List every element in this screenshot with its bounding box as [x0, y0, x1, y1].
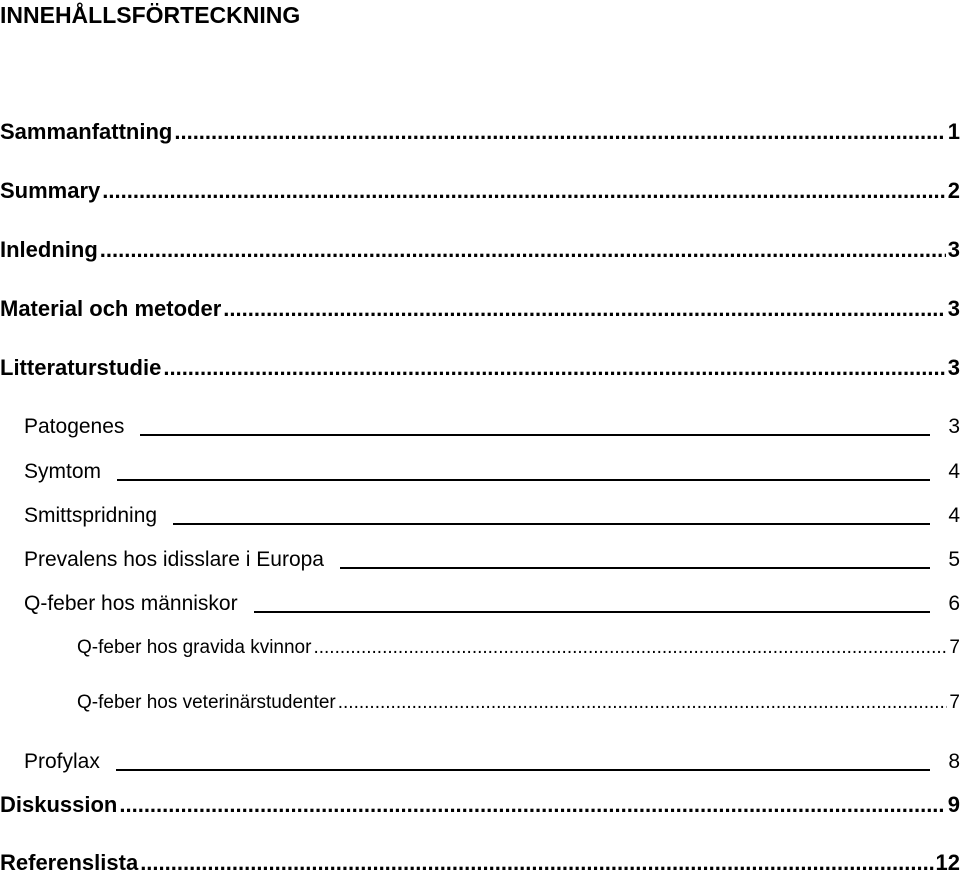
toc-entry-label: Q-feber hos gravida kvinnor: [77, 637, 312, 658]
toc-page-number: 12: [935, 850, 960, 875]
toc-entry-smittspridning[interactable]: [24, 503, 960, 529]
toc-leader-line: [173, 523, 930, 525]
toc-entry-profylax[interactable]: [24, 749, 960, 775]
toc-entry-label: Patogenes: [24, 415, 125, 438]
toc-page-number: 3: [947, 237, 960, 262]
toc-page-number: 6: [948, 592, 960, 615]
toc-page-number: 4: [948, 460, 960, 483]
toc-entry-label: Q-feber hos människor: [24, 592, 238, 615]
toc-entry-patogenes[interactable]: [24, 414, 960, 440]
toc-page-number: 7: [949, 692, 960, 713]
toc-page-number: 1: [947, 119, 960, 144]
toc-title: INNEHÅLLSFÖRTECKNING: [0, 2, 301, 28]
toc-leader: [338, 691, 948, 715]
toc-leader: [119, 792, 945, 818]
toc-entry-label: Prevalens hos idisslare i Europa: [24, 548, 324, 571]
toc-entry-q-feber-hos-manniskor[interactable]: [24, 591, 960, 617]
toc-leader: [174, 119, 945, 145]
toc-entry-label: Q-feber hos veterinärstudenter: [77, 692, 336, 713]
toc-leader-line: [254, 611, 930, 613]
toc-leader: [100, 237, 946, 263]
toc-leader-line: [117, 479, 930, 481]
toc-entry-litteraturstudie[interactable]: [0, 355, 960, 381]
toc-entry-inledning[interactable]: [0, 237, 960, 263]
toc-page-number: 3: [947, 296, 960, 321]
toc-page-number: 4: [948, 504, 960, 527]
toc-page-number: 2: [947, 178, 960, 203]
toc-entry-label: Profylax: [24, 750, 100, 773]
toc-entry-label: Symtom: [24, 460, 102, 483]
toc-page-number: 3: [948, 415, 960, 438]
toc-entry-label: Sammanfattning: [0, 119, 173, 144]
toc-entry-label: Material och metoder: [0, 296, 222, 321]
toc-page-number: 5: [948, 548, 960, 571]
toc-leader-line: [116, 769, 930, 771]
toc-entry-sammanfattning[interactable]: [0, 119, 960, 145]
toc-entry-referenslista[interactable]: [0, 850, 960, 876]
toc-entry-material-och-metoder[interactable]: [0, 296, 960, 322]
toc-entry-veterinarstudenter[interactable]: [77, 691, 960, 715]
toc-entry-prevalens[interactable]: [24, 547, 960, 573]
toc-entry-label: Summary: [0, 178, 101, 203]
toc-entry-label: Inledning: [0, 237, 98, 262]
toc-leader-line: [340, 567, 930, 569]
toc-page-number: 9: [947, 792, 960, 817]
toc-entry-diskussion[interactable]: [0, 792, 960, 818]
toc-leader: [140, 850, 933, 876]
toc-leader: [223, 296, 945, 322]
toc-entry-gravida-kvinnor[interactable]: [77, 636, 960, 660]
toc-entry-label: Diskussion: [0, 792, 118, 817]
toc-leader: [102, 178, 945, 204]
toc-entry-summary[interactable]: [0, 178, 960, 204]
toc-entry-label: Litteraturstudie: [0, 355, 162, 380]
toc-page-number: 8: [948, 750, 960, 773]
toc-entry-label: Smittspridning: [24, 504, 158, 527]
toc-page-number: 3: [947, 355, 960, 380]
toc-leader-line: [140, 434, 930, 436]
toc-entry-symtom[interactable]: [24, 459, 960, 485]
toc-leader: [313, 636, 947, 660]
toc-leader: [163, 355, 945, 381]
toc-entry-label: Referenslista: [0, 850, 139, 875]
toc-page-number: 7: [949, 637, 960, 658]
